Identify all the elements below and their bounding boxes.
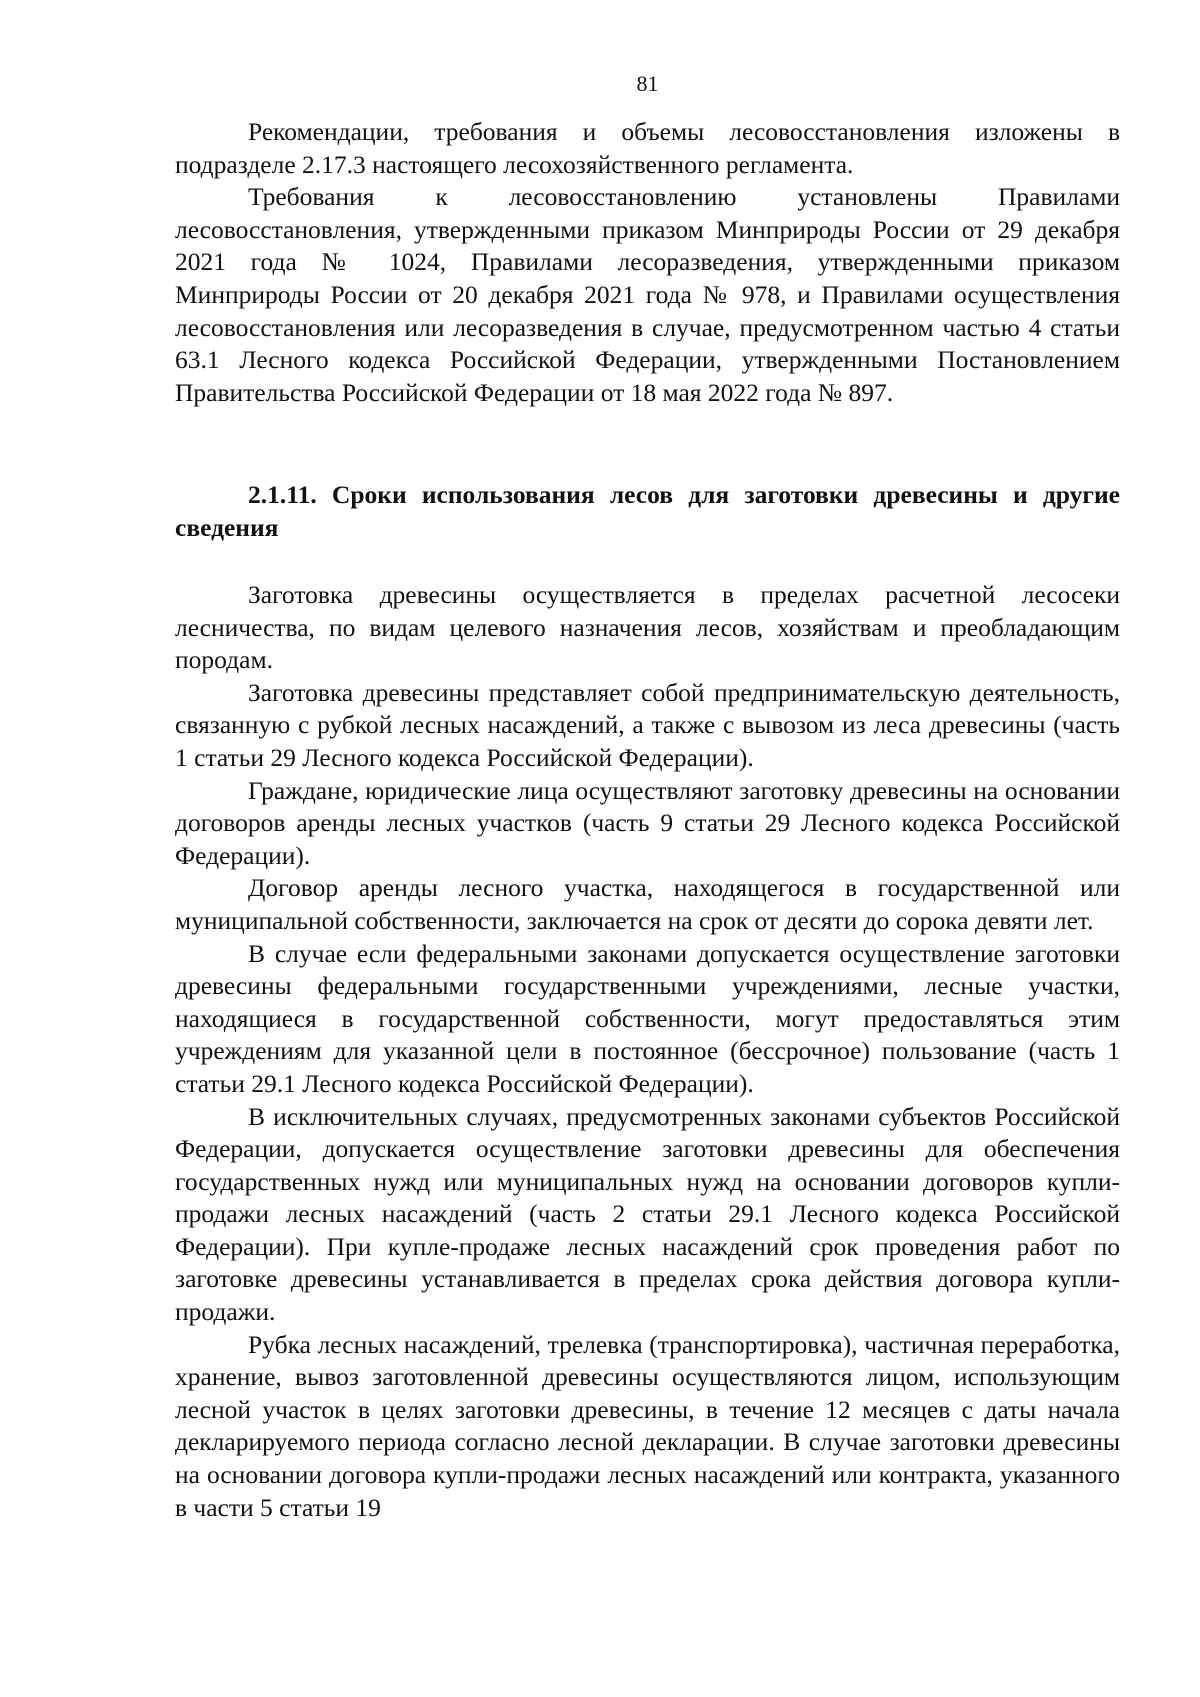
section-text <box>175 579 1120 1524</box>
paragraph: В исключительных случаях, предусмотренных законами субъектов Российской Федерации, допускается осуществление заготовки древесины для обеспечения государственных нужд или муниципальных нужд на основании договоров купли-продажи лесных насаждений (часть 2 статьи 29.1 Лесного кодекса Российской Федерации). При купле-продаже лесных насаждений срок проведения работ по заготовке древесины устанавливается в пределах срока действия договора купли-продажи. <box>175 1101 1120 1327</box>
paragraph: Рекомендации, требования и объемы лесовосстановления изложены в подразделе 2.17.3 настоящего лесохозяйственного регламента. <box>175 117 1120 179</box>
section-heading: 2.1.11. Сроки использования лесов для заготовки древесины и другие сведения <box>175 480 1120 542</box>
paragraph: Договор аренды лесного участка, находящегося в государственной или муниципальной собственности, заключается на срок от десяти до сорока девяти лет. <box>175 873 1120 935</box>
paragraph: Граждане, юридические лица осуществляют заготовку древесины на основании договоров аренды лесных участков (часть 9 статьи 29 Лесного кодекса Российской Федерации). <box>175 775 1120 870</box>
paragraph: Заготовка древесины представляет собой предпринимательскую деятельность, связанную с рубкой лесных насаждений, а также с вывозом из леса древесины (часть 1 статьи 29 Лесного кодекса Российской Федерации). <box>175 677 1120 772</box>
paragraph: Заготовка древесины осуществляется в пределах расчетной лесосеки лесничества, по видам целевого назначения лесов, хозяйствам и преобладающим породам. <box>175 580 1120 675</box>
intro-text <box>175 116 1120 409</box>
page-number: 81 <box>636 71 659 96</box>
paragraph: Рубка лесных насаждений, трелевка (транспортировка), частичная переработка, хранение, вывоз заготовленной древесины осуществляются лицом, использующим лесной участок в целях заготовки древесины, в течение 12 месяцев с даты начала декларируемого периода согласно лесной декларации. В случае заготовки древесины на основании договора купли-продажи лесных насаждений или контракта, указанного в части 5 статьи 19 <box>175 1329 1120 1522</box>
paragraph: Требования к лесовосстановлению установлены Правилами лесовосстановления, утвержденными приказом Минприроды России от 29 декабря 2021 года № 1024, Правилами лесоразведения, утвержденными приказом Минприроды России от 20 декабря 2021 года № 978, и Правилами осуществления лесовосстановления или лесоразведения в случае, предусмотренном частью 4 статьи 63.1 Лесного кодекса Российской Федерации, утвержденными Постановлением Правительства Российской Федерации от 18 мая 2022 года № 897. <box>175 182 1120 407</box>
paragraph: В случае если федеральными законами допускается осуществление заготовки древесины федеральными государственными учреждениями, лесные участки, находящиеся в государственной собственности, могут предоставляться этим учреждениям для указанной цели в постоянное (бессрочное) пользование (часть 1 статьи 29.1 Лесного кодекса Российской Федерации). <box>175 938 1120 1098</box>
